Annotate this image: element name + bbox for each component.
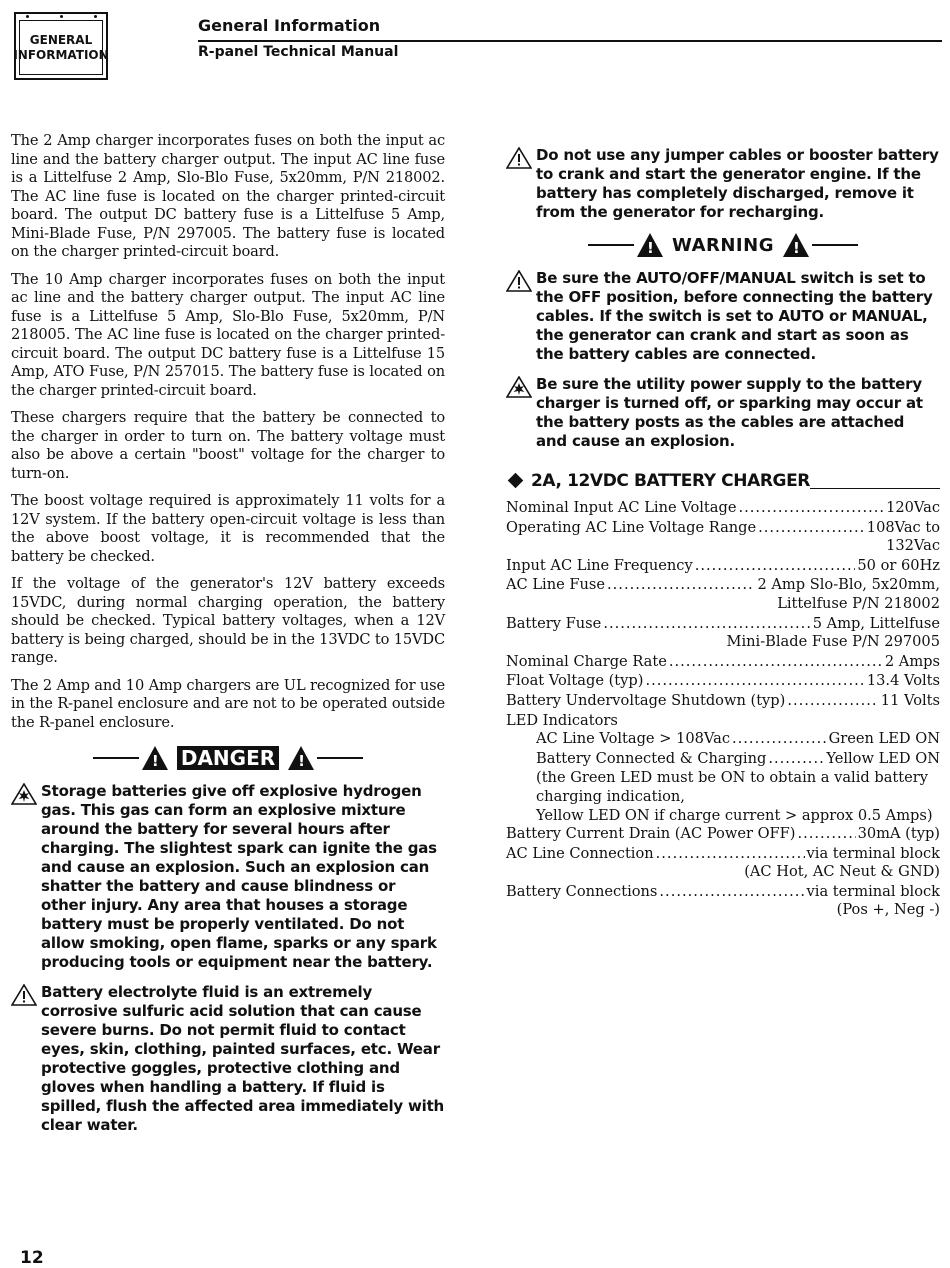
caution-item — [506, 269, 940, 364]
spec-value-cont: Littelfuse P/N 218002 — [777, 594, 940, 612]
header-title: General Information — [198, 16, 381, 35]
spec-row — [506, 499, 940, 518]
explosion-hazard-icon — [506, 375, 536, 451]
caution-triangle-icon — [11, 983, 41, 1135]
section-tab — [14, 12, 108, 80]
right-column — [506, 146, 940, 921]
caution-item — [506, 146, 940, 222]
spec-value: via terminal block — [806, 844, 940, 862]
section-title: 2A, 12VDC BATTERY CHARGER — [531, 471, 810, 491]
spec-value-cont: 132Vac — [886, 537, 940, 555]
spec-row — [506, 845, 940, 882]
spec-value: 13.4 Volts — [866, 672, 940, 690]
caution-text: Storage batteries give off explosive hydrogen gas. This gas can form an explosive mixture around the battery for several hours after charging. The slightest spark can ignite the gas and cause an explosion. Such an explosion can shatter the battery and cause blindness or other injury. Any area that houses a storage battery must be properly ventilated. Do not allow smoking, open flame, sparks or any spark producing tools or equipment near the battery. — [41, 782, 437, 971]
spec-value-cont: (Pos +, Neg -) — [836, 901, 940, 919]
paragraph: If the voltage of the generator's 12V battery exceeds 15VDC, during normal charging operation, the battery should be checked. Typical battery voltages, when a 12V battery is being charged, should be in the 13VDC to 15VDC range. — [11, 575, 445, 666]
warning-triangle-icon — [637, 233, 663, 257]
banner-rule — [317, 757, 363, 759]
spec-label: Battery Fuse — [506, 614, 602, 632]
spec-row — [506, 653, 940, 672]
caution-text: Be sure the AUTO/OFF/MANUAL switch is set to the OFF position, before connecting the battery cables. If the switch is set to AUTO or MANUAL, the generator can crank and start as soon as the battery cables are connected. — [536, 269, 933, 363]
section-tab-label — [13, 20, 109, 75]
danger-banner — [11, 746, 445, 770]
spec-value-cont: (AC Hot, AC Neut & GND) — [744, 863, 940, 881]
paragraph: These chargers require that the battery be connected to the charger in order to turn on. The battery voltage must also be above a certain "boost" voltage for the charger to turn-on. — [11, 409, 445, 482]
spec-label: Battery Connections — [506, 882, 658, 900]
spec-label: AC Line Voltage > 108Vac — [536, 730, 731, 748]
dot-icon — [60, 15, 63, 18]
caution-item — [11, 782, 445, 972]
spec-value: via terminal block — [806, 882, 940, 900]
explosion-hazard-icon — [11, 782, 41, 972]
warning-banner — [506, 233, 940, 257]
header-subtitle: R-panel Technical Manual — [198, 44, 399, 60]
spec-value: 120Vac — [886, 499, 940, 516]
warning-triangle-icon — [783, 233, 809, 257]
paragraph: The 10 Amp charger incorporates fuses on both the input ac line and the battery charger output. The input AC line fuse is a Littelfuse 5 Amp, Slo-Blo Fuse, 5x20mm, P/N 218005. The AC line fuse is located on the charger printed-circuit board. The output DC battery fuse is a Littelfuse 15 Amp, ATO Fuse, P/N 257015. The battery fuse is located on the charger printed-circuit board. — [11, 270, 445, 399]
spec-value: Green LED ON — [828, 730, 940, 748]
spec-label: Float Voltage (typ) — [506, 672, 644, 690]
spec-value: 50 or 60Hz — [857, 556, 940, 574]
spec-row — [506, 825, 940, 844]
spec-row — [506, 692, 940, 711]
spec-label: Nominal Input AC Line Voltage — [506, 499, 737, 516]
spec-value: Yellow LED ON — [826, 749, 940, 767]
spec-label: Battery Current Drain (AC Power OFF) — [506, 825, 796, 843]
spec-row — [506, 730, 940, 749]
warning-triangle-icon — [288, 746, 314, 770]
danger-label: DANGER — [177, 746, 279, 770]
spec-value: 5 Amp, Littelfuse — [812, 614, 940, 632]
banner-rule — [93, 757, 139, 759]
header-rule — [198, 40, 942, 42]
spec-row — [506, 557, 940, 576]
dot-icon — [94, 15, 97, 18]
spec-value: 11 Volts — [880, 691, 940, 709]
paragraph: The 2 Amp charger incorporates fuses on both the input ac line and the battery charger output. The input AC line fuse is a Littelfuse 2 Amp, Slo-Blo Fuse, 5x20mm, P/N 218002. The AC line fuse is located on the charger printed-circuit board. The output DC battery fuse is a Littelfuse 5 Amp, Mini-Blade Fuse, P/N 297005. The battery fuse is located on the charger printed-circuit board. — [11, 132, 445, 260]
paragraph: The 2 Amp and 10 Amp chargers are UL recognized for use in the R-panel enclosure and are not to be operated outside the R-panel enclosure. — [11, 676, 445, 731]
page-number: 12 — [20, 1248, 44, 1268]
spec-value: 30mA (typ) — [857, 825, 940, 843]
spec-label: AC Line Fuse — [506, 576, 606, 594]
spec-label: Battery Connected & Charging — [536, 749, 767, 767]
spec-label: AC Line Connection — [506, 844, 654, 862]
spec-row — [506, 576, 940, 613]
caution-item — [506, 375, 940, 451]
spec-row — [506, 883, 940, 920]
led-heading: LED Indicators — [506, 711, 618, 729]
spec-label: Battery Undervoltage Shutdown (typ) — [506, 691, 786, 709]
caution-item — [11, 983, 445, 1135]
tab-line-2: INFORMATION — [13, 47, 109, 62]
tab-line-1: GENERAL — [29, 32, 93, 47]
spec-value: 108Vac to — [866, 518, 940, 536]
warning-triangle-icon — [142, 746, 168, 770]
spec-row — [506, 750, 940, 769]
banner-rule — [812, 244, 858, 246]
paragraph: The boost voltage required is approximately 11 volts for a 12V system. If the battery open-circuit voltage is less than the above boost voltage, it is recommended that the battery be checked. — [11, 492, 445, 565]
spec-row — [506, 672, 940, 691]
spec-row — [506, 519, 940, 556]
diamond-bullet-icon — [508, 473, 524, 489]
spec-row — [506, 615, 940, 652]
caution-text: Do not use any jumper cables or booster battery to crank and start the generator engine. If the battery has completely discharged, remove it from the generator for recharging. — [536, 146, 939, 221]
spec-value: 2 Amps — [884, 652, 940, 670]
section-heading — [506, 471, 940, 491]
spec-value-cont: Mini-Blade Fuse P/N 297005 — [726, 633, 940, 651]
spec-label: Operating AC Line Voltage Range — [506, 518, 757, 536]
led-note: (the Green LED must be ON to obtain a valid battery charging indication, — [536, 769, 929, 805]
led-note: Yellow LED ON if charge current > approx 0.5 Amps) — [536, 806, 933, 824]
left-column — [11, 132, 445, 1146]
caution-text: Be sure the utility power supply to the battery charger is turned off, or sparking may occur at the battery posts as the cables are attached and cause an explosion. — [536, 375, 923, 450]
caution-text: Battery electrolyte fluid is an extremely corrosive sulfuric acid solution that can cause severe burns. Do not permit fluid to contact eyes, skin, clothing, painted surfaces, etc. Wear protective goggles, protective clothing and gloves when handling a battery. If fluid is spilled, flush the affected area immediately with clear water. — [41, 983, 445, 1134]
caution-triangle-icon — [506, 269, 536, 364]
caution-triangle-icon — [506, 146, 536, 222]
spec-value: 2 Amp Slo-Blo, 5x20mm, — [757, 576, 940, 594]
spec-label: Input AC Line Frequency — [506, 556, 693, 574]
banner-rule — [588, 244, 634, 246]
section-rule — [810, 488, 940, 490]
spec-label: Nominal Charge Rate — [506, 652, 667, 670]
warning-label: WARNING — [672, 234, 774, 256]
dot-icon — [26, 15, 29, 18]
